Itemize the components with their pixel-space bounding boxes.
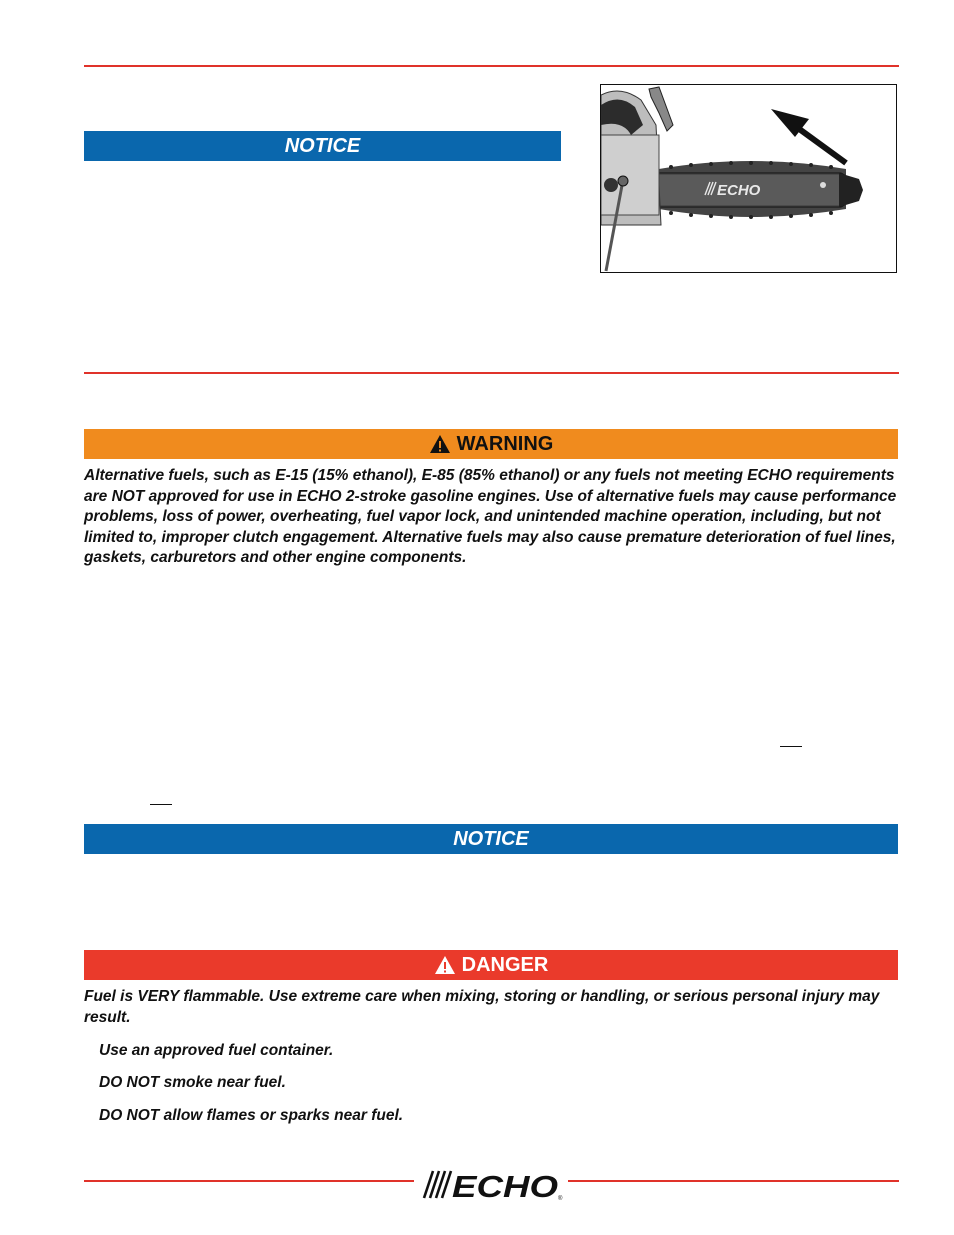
- warning-label: WARNING: [456, 432, 554, 455]
- danger-bullet: DO NOT allow flames or sparks near fuel.: [99, 1107, 404, 1124]
- danger-label: DANGER: [461, 953, 549, 976]
- danger-bullet: DO NOT smoke near fuel.: [99, 1074, 286, 1091]
- chainsaw-illustration: [601, 85, 897, 273]
- danger-bullet: Use an approved fuel container.: [99, 1042, 334, 1059]
- svg-text:®: ®: [558, 1196, 563, 1202]
- notice-banner-top: [84, 131, 561, 161]
- danger-banner: [84, 950, 898, 980]
- warning-triangle-icon: [429, 434, 451, 454]
- underline-mark: [780, 746, 802, 747]
- notice-banner-mid: [84, 824, 898, 854]
- top-rule: [84, 65, 899, 67]
- danger-triangle-icon: [434, 955, 456, 975]
- svg-text:ECHO: ECHO: [717, 182, 761, 199]
- footer-rule-right: [568, 1180, 899, 1182]
- danger-text: Fuel is VERY flammable. Use extreme care when mixing, storing or handling, or serious personal injury may result.: [84, 988, 880, 1026]
- chainsaw-figure: [600, 84, 897, 273]
- footer-rule-left: [84, 1180, 414, 1182]
- echo-logo: [420, 1166, 565, 1202]
- notice-label: NOTICE: [453, 827, 529, 850]
- warning-banner: [84, 429, 898, 459]
- svg-text:ECHO: ECHO: [452, 1169, 558, 1202]
- underline-mark: [150, 804, 172, 805]
- section-rule: [84, 372, 899, 374]
- notice-label: NOTICE: [284, 134, 361, 157]
- warning-text: Alternative fuels, such as E-15 (15% ethanol), E-85 (85% ethanol) or any fuels not meeting ECHO requirements are NOT approved for use in ECHO 2-stroke gasoline engines. Use of alternative fuels may cause performance problems, loss of power, overheating, fuel vapor lock, and unintended machine operation, including, but not limited to, improper clutch engagement. Alternative fuels may also cause premature deterioration of fuel lines, gaskets, carburetors and other engine components.: [84, 467, 897, 566]
